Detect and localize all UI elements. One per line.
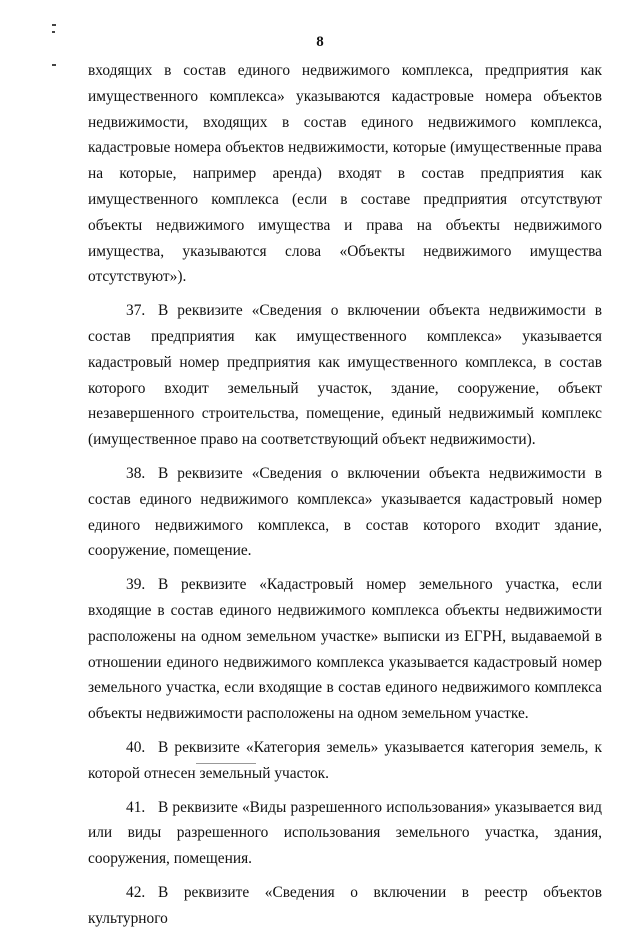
paragraph-number: 42. <box>126 883 146 901</box>
paragraph-41 <box>88 795 602 872</box>
scan-mark <box>52 24 56 26</box>
paragraph-text: В реквизите «Сведения о включении объекта недвижимости в состав предприятия как имущественного комплекса» указывается кадастровый номер предприятия как имущественного комплекса, в состав которого входит земельный участок, здание, сооружение, объект незавершенного строительства, помещение, единый недвижимый комплекс (имущественное право на соответствующий объект недвижимости). <box>88 302 602 449</box>
paragraph-text: В реквизите «Кадастровый номер земельного участка, если входящие в состав единого недвижимого комплекса объекты недвижимости расположены на одном земельном участке» выписки из ЕГРН, выдаваемой в отношении единого недвижимого комплекса указывается кадастровый номер земельного участка, если входящие в состав единого недвижимого комплекса объекты недвижимости расположены на одном земельном участке. <box>88 576 602 723</box>
paragraph-number: 37. <box>126 302 146 320</box>
paragraph-text: В реквизите «Сведения о включении объекта недвижимости в состав единого недвижимого комплекса» указывается кадастровый номер единого недвижимого комплекса, в состав которого входит здание, сооружение, помещение. <box>88 464 602 560</box>
paragraph-40 <box>88 735 602 787</box>
paragraph-text: В реквизите «Сведения о включении в реестр объектов культурного <box>88 883 602 927</box>
paragraph-39 <box>88 572 602 727</box>
paragraph-text: входящих в состав единого недвижимого комплекса, предприятия как имущественного комплекса» указываются кадастровые номера объектов недвижимости, входящих в состав единого недвижимого комплекса, кадастровые номера объектов недвижимости, которые (имущественные права на которые, например аренда) входят в состав предприятия как имущественного комплекса (если в составе предприятия отсутствуют объекты недвижимого имущества и права на объекты недвижимого имущества, указываются слова «Объекты недвижимого имущества отсутствуют»). <box>88 62 602 286</box>
paragraph-text: В реквизите «Виды разрешенного использования» указывается вид или виды разрешенного использования земельного участка, здания, сооружения, помещения. <box>88 798 602 868</box>
paragraph-text: В реквизите «Категория земель» указывается категория земель, к которой отнесен земельный участок. <box>88 738 602 782</box>
document-body <box>88 58 602 940</box>
paragraph-continuation <box>88 58 602 290</box>
paragraph-number: 41. <box>126 798 146 816</box>
paragraph-42 <box>88 880 602 932</box>
paragraph-38 <box>88 461 602 564</box>
scan-mark <box>52 64 56 66</box>
paragraph-number: 38. <box>126 464 146 482</box>
scan-mark <box>52 31 55 33</box>
paragraph-number: 40. <box>126 738 146 756</box>
paragraph-37 <box>88 298 602 453</box>
page-number: 8 <box>316 34 324 50</box>
paragraph-number: 39. <box>126 576 146 594</box>
